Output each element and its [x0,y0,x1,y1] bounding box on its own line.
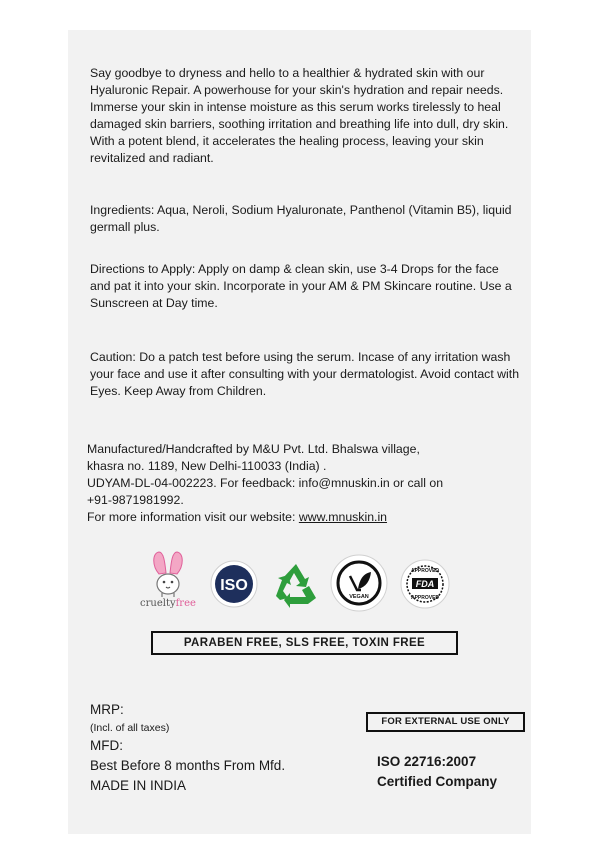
recycle-icon [272,560,320,608]
tax-note: (Incl. of all taxes) [90,722,170,734]
manufacturer-line: Manufactured/Handcrafted by M&U Pvt. Ltd. Bhalswa village, [87,442,420,456]
mfd-label: MFD: [90,738,123,753]
manufacturer-info [87,441,527,526]
website-line [87,509,527,526]
cruelty-free-bunny-icon [148,550,188,600]
external-use-box: FOR EXTERNAL USE ONLY [366,712,525,732]
made-in-text: MADE IN INDIA [90,778,187,793]
directions-text: Directions to Apply: Apply on damp & clean skin, use 3-4 Drops for the face and pat it into your skin. Incorporate in your AM & PM Skincare routine. Use a Sunscreen at Day time. [90,262,512,310]
cruelty-label-prefix: cruelty [140,598,176,609]
cruelty-free-label [140,598,196,609]
product-label-panel [68,30,531,834]
ingredients-text: Ingredients: Aqua, Neroli, Sodium Hyaluronate, Panthenol (Vitamin B5), liquid germall plus. [90,203,512,234]
mrp-label: MRP: [90,702,124,717]
best-before-text: Best Before 8 months From Mfd. [90,758,286,773]
free-from-box: PARABEN FREE, SLS FREE, TOXIN FREE [151,631,458,655]
iso-badge-text: ISO [220,577,248,594]
vegan-badge-icon [330,554,388,612]
iso-standard-text: ISO 22716:2007 [377,754,477,769]
iso-certification [377,752,497,792]
certified-company-text: Certified Company [377,774,498,789]
udyam-feedback-line: UDYAM-DL-04-002223. For feedback: info@mnuskin.in or call on [87,476,444,490]
cruelty-label-suffix: free [175,598,196,609]
fda-mid-text: FDA [415,579,435,589]
fda-bottom-text: APPROVED [410,595,440,601]
iso-badge-icon [210,560,258,608]
price-info-block [90,700,285,796]
vegan-badge-text: VEGAN [349,594,369,600]
address-line: khasra no. 1189, New Delhi-110033 (India) . [87,459,327,473]
fda-approved-icon [400,559,450,609]
website-prefix: For more information visit our website: [87,510,299,524]
product-description: Say goodbye to dryness and hello to a healthier & hydrated skin with our Hyaluronic Repair. A powerhouse for your skin's hydration and repair needs. Immerse your skin in intense moisture as this serum works tirelessly to heal damaged skin barriers, soothing irritation and breathing life into dull, dry skin. With a potent blend, it accelerates the healing process, leaving your skin revitalized and radiant. [90,66,509,165]
caution-text: Caution: Do a patch test before using the serum. Incase of any irritation wash your face and use it after consulting with your dermatologist. Avoid contact with Eyes. Keep Away from Children. [90,350,520,398]
fda-top-text: APPROVED [410,568,440,574]
phone-line: +91-9871981992. [87,493,184,507]
website-link[interactable]: www.mnuskin.in [298,510,388,524]
